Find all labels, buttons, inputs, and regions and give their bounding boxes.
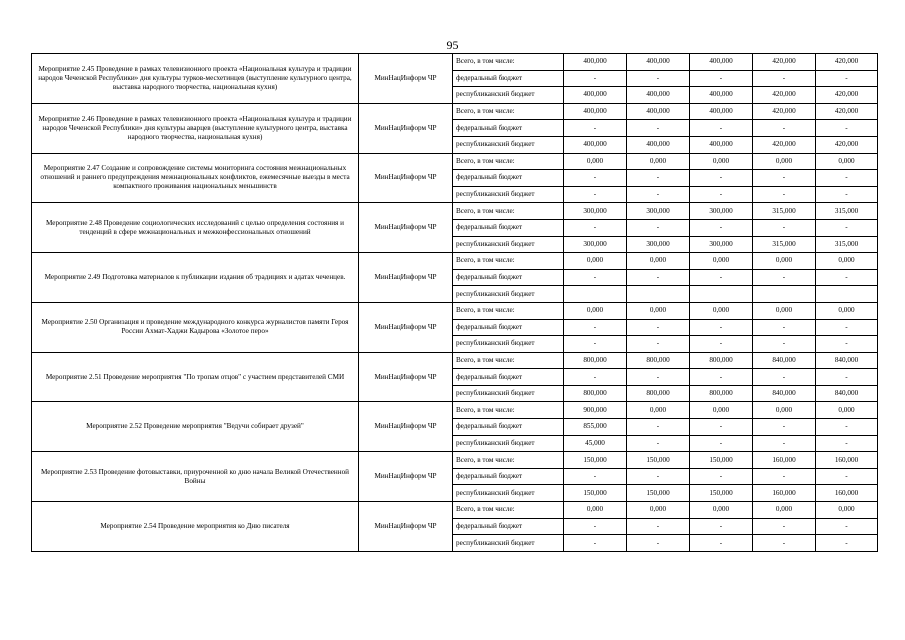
amount-cell: - xyxy=(690,435,753,452)
executor: МинНацИнформ ЧР xyxy=(359,253,453,303)
funding-source: республиканский бюджет xyxy=(453,186,564,203)
amount-cell: 840,000 xyxy=(753,385,816,402)
amount-cell: 420,000 xyxy=(816,87,878,104)
amount-cell xyxy=(816,286,878,303)
amount-cell: 840,000 xyxy=(753,352,816,369)
amount-cell: - xyxy=(753,269,816,286)
amount-cell: - xyxy=(816,170,878,187)
amount-cell: - xyxy=(816,70,878,87)
amount-cell: - xyxy=(564,219,627,236)
amount-cell: - xyxy=(816,219,878,236)
amount-cell: 0,000 xyxy=(690,153,753,170)
amount-cell: 800,000 xyxy=(627,352,690,369)
amount-cell: 150,000 xyxy=(627,452,690,469)
amount-cell: 0,000 xyxy=(816,153,878,170)
amount-cell: 800,000 xyxy=(564,352,627,369)
funding-source: Всего, в том числе: xyxy=(453,452,564,469)
amount-cell: 0,000 xyxy=(753,502,816,519)
amount-cell: 150,000 xyxy=(690,485,753,502)
amount-cell: 150,000 xyxy=(690,452,753,469)
amount-cell: 0,000 xyxy=(690,502,753,519)
amount-cell: 0,000 xyxy=(627,502,690,519)
amount-cell: 0,000 xyxy=(627,253,690,270)
table-row xyxy=(32,253,878,270)
amount-cell: - xyxy=(564,319,627,336)
amount-cell: 300,000 xyxy=(627,203,690,220)
amount-cell: - xyxy=(690,468,753,485)
amount-cell: 0,000 xyxy=(564,253,627,270)
amount-cell: - xyxy=(627,369,690,386)
amount-cell: 900,000 xyxy=(564,402,627,419)
amount-cell: - xyxy=(753,336,816,353)
amount-cell: - xyxy=(627,468,690,485)
amount-cell: 45,000 xyxy=(564,435,627,452)
executor: МинНацИнформ ЧР xyxy=(359,203,453,253)
executor: МинНацИнформ ЧР xyxy=(359,153,453,203)
amount-cell: 0,000 xyxy=(564,153,627,170)
amount-cell: - xyxy=(627,170,690,187)
amount-cell: - xyxy=(564,269,627,286)
amount-cell: - xyxy=(690,120,753,137)
activity-name: Мероприятие 2.47 Создание и сопровождение системы мониторинга состояния межнациональных отношений и раннего предупреждения межнациональных конфликтов, ежемесячные выезды в места компактного проживания национальных меньшинств xyxy=(32,153,359,203)
amount-cell: 300,000 xyxy=(690,236,753,253)
funding-source: федеральный бюджет xyxy=(453,468,564,485)
funding-source: федеральный бюджет xyxy=(453,369,564,386)
amount-cell: - xyxy=(564,468,627,485)
amount-cell: - xyxy=(816,369,878,386)
amount-cell: 840,000 xyxy=(816,385,878,402)
amount-cell: - xyxy=(816,186,878,203)
amount-cell: - xyxy=(627,319,690,336)
amount-cell: - xyxy=(690,369,753,386)
amount-cell: - xyxy=(816,269,878,286)
table-body xyxy=(32,54,878,552)
activity-name: Мероприятие 2.53 Проведение фотовыставки, приуроченной ко дню начала Великой Отечественной Войны xyxy=(32,452,359,502)
amount-cell: 855,000 xyxy=(564,419,627,436)
amount-cell: - xyxy=(627,518,690,535)
amount-cell: - xyxy=(753,319,816,336)
funding-source: федеральный бюджет xyxy=(453,419,564,436)
amount-cell: - xyxy=(690,170,753,187)
funding-source: федеральный бюджет xyxy=(453,319,564,336)
amount-cell: - xyxy=(690,186,753,203)
table-row xyxy=(32,452,878,469)
amount-cell: 0,000 xyxy=(627,302,690,319)
funding-source: республиканский бюджет xyxy=(453,87,564,104)
funding-source: федеральный бюджет xyxy=(453,70,564,87)
amount-cell: 0,000 xyxy=(690,302,753,319)
amount-cell: - xyxy=(753,70,816,87)
amount-cell: 400,000 xyxy=(627,54,690,71)
amount-cell: 400,000 xyxy=(564,54,627,71)
funding-source: Всего, в том числе: xyxy=(453,203,564,220)
amount-cell: - xyxy=(753,120,816,137)
amount-cell: - xyxy=(564,369,627,386)
amount-cell: - xyxy=(690,70,753,87)
amount-cell: - xyxy=(753,468,816,485)
funding-source: федеральный бюджет xyxy=(453,518,564,535)
table-row xyxy=(32,103,878,120)
amount-cell: 300,000 xyxy=(564,236,627,253)
amount-cell: - xyxy=(816,120,878,137)
executor: МинНацИнформ ЧР xyxy=(359,502,453,552)
amount-cell: 0,000 xyxy=(753,402,816,419)
amount-cell: 420,000 xyxy=(753,136,816,153)
amount-cell: - xyxy=(753,435,816,452)
amount-cell: 0,000 xyxy=(690,402,753,419)
amount-cell: - xyxy=(816,419,878,436)
funding-source: Всего, в том числе: xyxy=(453,103,564,120)
activity-name: Мероприятие 2.45 Проведение в рамках телевизионного проекта «Национальная культура и традиции народов Чеченской Республики» дня культуры турков-месхетинцев (выступление культурного центра, выставка народного творчества, национальная кухня) xyxy=(32,54,359,104)
amount-cell: - xyxy=(690,219,753,236)
amount-cell: 315,000 xyxy=(816,236,878,253)
amount-cell: 400,000 xyxy=(627,87,690,104)
activity-name: Мероприятие 2.51 Проведение мероприятия "По тропам отцов" с участием представителей СМИ xyxy=(32,352,359,402)
activity-name: Мероприятие 2.49 Подготовка материалов к публикации издания об традициях и адатах чеченцев. xyxy=(32,253,359,303)
amount-cell: 0,000 xyxy=(564,302,627,319)
amount-cell: - xyxy=(690,518,753,535)
amount-cell: - xyxy=(564,70,627,87)
amount-cell: - xyxy=(627,269,690,286)
amount-cell: 800,000 xyxy=(690,385,753,402)
amount-cell: 0,000 xyxy=(816,253,878,270)
funding-source: федеральный бюджет xyxy=(453,120,564,137)
amount-cell: - xyxy=(564,186,627,203)
amount-cell: 160,000 xyxy=(816,485,878,502)
activity-name: Мероприятие 2.48 Проведение социологических исследований с целью определения состояния и тенденций в сфере межнациональных и межконфессиональных отношений xyxy=(32,203,359,253)
amount-cell: - xyxy=(564,336,627,353)
table-row xyxy=(32,302,878,319)
amount-cell: - xyxy=(627,336,690,353)
amount-cell: - xyxy=(753,186,816,203)
amount-cell: 300,000 xyxy=(627,236,690,253)
funding-source: Всего, в том числе: xyxy=(453,402,564,419)
executor: МинНацИнформ ЧР xyxy=(359,302,453,352)
amount-cell: 400,000 xyxy=(690,136,753,153)
activity-name: Мероприятие 2.50 Организация и проведение международного конкурса журналистов памяти Героя России Ахмат-Хаджи Кадырова «Золотое перо» xyxy=(32,302,359,352)
amount-cell: - xyxy=(816,319,878,336)
funding-source: Всего, в том числе: xyxy=(453,54,564,71)
amount-cell: 420,000 xyxy=(816,136,878,153)
amount-cell: - xyxy=(564,518,627,535)
amount-cell: 420,000 xyxy=(753,54,816,71)
amount-cell: 420,000 xyxy=(816,54,878,71)
table-row xyxy=(32,502,878,519)
activity-name: Мероприятие 2.46 Проведение в рамках телевизионного проекта «Национальная культура и традиции народов Чеченской Республики» дня культуры аварцев (выступление культурного центра, выставка народного творчества, национальная кухня) xyxy=(32,103,359,153)
table-row xyxy=(32,153,878,170)
amount-cell: - xyxy=(690,319,753,336)
amount-cell: 800,000 xyxy=(690,352,753,369)
amount-cell: 0,000 xyxy=(690,253,753,270)
amount-cell: - xyxy=(564,170,627,187)
funding-source: республиканский бюджет xyxy=(453,435,564,452)
funding-table xyxy=(31,53,878,552)
funding-source: Всего, в том числе: xyxy=(453,153,564,170)
amount-cell: 0,000 xyxy=(753,302,816,319)
amount-cell: 300,000 xyxy=(564,203,627,220)
amount-cell: - xyxy=(753,369,816,386)
amount-cell: 150,000 xyxy=(564,452,627,469)
funding-source: республиканский бюджет xyxy=(453,136,564,153)
funding-source: республиканский бюджет xyxy=(453,236,564,253)
amount-cell: - xyxy=(690,535,753,552)
amount-cell: - xyxy=(627,219,690,236)
amount-cell: 315,000 xyxy=(753,236,816,253)
amount-cell: 0,000 xyxy=(816,302,878,319)
amount-cell: - xyxy=(753,170,816,187)
executor: МинНацИнформ ЧР xyxy=(359,402,453,452)
amount-cell: 400,000 xyxy=(627,103,690,120)
amount-cell: - xyxy=(753,219,816,236)
amount-cell: 0,000 xyxy=(627,153,690,170)
amount-cell: 400,000 xyxy=(690,103,753,120)
amount-cell: - xyxy=(627,186,690,203)
funding-source: республиканский бюджет xyxy=(453,535,564,552)
amount-cell: - xyxy=(753,518,816,535)
amount-cell: 400,000 xyxy=(564,136,627,153)
funding-source: республиканский бюджет xyxy=(453,336,564,353)
table-row xyxy=(32,203,878,220)
activity-name: Мероприятие 2.52 Проведение мероприятия "Ведучи собирает друзей" xyxy=(32,402,359,452)
amount-cell: 0,000 xyxy=(564,502,627,519)
amount-cell: - xyxy=(816,535,878,552)
amount-cell: - xyxy=(627,120,690,137)
funding-source: федеральный бюджет xyxy=(453,219,564,236)
amount-cell: 420,000 xyxy=(816,103,878,120)
amount-cell: - xyxy=(564,535,627,552)
amount-cell: - xyxy=(627,535,690,552)
amount-cell: 160,000 xyxy=(816,452,878,469)
amount-cell: - xyxy=(816,468,878,485)
amount-cell: 0,000 xyxy=(627,402,690,419)
amount-cell: 315,000 xyxy=(816,203,878,220)
funding-source: республиканский бюджет xyxy=(453,385,564,402)
amount-cell: - xyxy=(816,518,878,535)
amount-cell: 160,000 xyxy=(753,452,816,469)
amount-cell: - xyxy=(564,120,627,137)
amount-cell: 150,000 xyxy=(627,485,690,502)
activity-name: Мероприятие 2.54 Проведение мероприятия ко Дню писателя xyxy=(32,502,359,552)
table-row xyxy=(32,352,878,369)
amount-cell: 840,000 xyxy=(816,352,878,369)
funding-source: Всего, в том числе: xyxy=(453,302,564,319)
amount-cell: - xyxy=(816,435,878,452)
amount-cell: 400,000 xyxy=(690,87,753,104)
funding-source: республиканский бюджет xyxy=(453,485,564,502)
amount-cell: - xyxy=(627,435,690,452)
amount-cell: - xyxy=(690,419,753,436)
amount-cell: 400,000 xyxy=(690,54,753,71)
amount-cell: - xyxy=(627,70,690,87)
amount-cell: 0,000 xyxy=(753,153,816,170)
amount-cell: - xyxy=(753,419,816,436)
amount-cell: 315,000 xyxy=(753,203,816,220)
page-number: 95 xyxy=(446,38,459,52)
amount-cell: 0,000 xyxy=(816,402,878,419)
amount-cell: - xyxy=(753,535,816,552)
amount-cell: - xyxy=(690,336,753,353)
funding-source: Всего, в том числе: xyxy=(453,502,564,519)
executor: МинНацИнформ ЧР xyxy=(359,452,453,502)
funding-source: республиканский бюджет xyxy=(453,286,564,303)
amount-cell: 0,000 xyxy=(816,502,878,519)
funding-source: Всего, в том числе: xyxy=(453,352,564,369)
amount-cell: 300,000 xyxy=(690,203,753,220)
amount-cell: 150,000 xyxy=(564,485,627,502)
amount-cell: 160,000 xyxy=(753,485,816,502)
funding-source: федеральный бюджет xyxy=(453,269,564,286)
amount-cell xyxy=(627,286,690,303)
amount-cell: 400,000 xyxy=(564,103,627,120)
amount-cell: 420,000 xyxy=(753,103,816,120)
executor: МинНацИнформ ЧР xyxy=(359,103,453,153)
amount-cell xyxy=(753,286,816,303)
amount-cell: - xyxy=(627,419,690,436)
table-row xyxy=(32,402,878,419)
amount-cell: 400,000 xyxy=(627,136,690,153)
executor: МинНацИнформ ЧР xyxy=(359,352,453,402)
amount-cell: - xyxy=(816,336,878,353)
funding-source: федеральный бюджет xyxy=(453,170,564,187)
amount-cell: 800,000 xyxy=(627,385,690,402)
funding-source: Всего, в том числе: xyxy=(453,253,564,270)
amount-cell xyxy=(564,286,627,303)
amount-cell: 0,000 xyxy=(753,253,816,270)
table-row xyxy=(32,54,878,71)
executor: МинНацИнформ ЧР xyxy=(359,54,453,104)
amount-cell: - xyxy=(690,269,753,286)
amount-cell: 800,000 xyxy=(564,385,627,402)
amount-cell: 400,000 xyxy=(564,87,627,104)
amount-cell: 420,000 xyxy=(753,87,816,104)
amount-cell xyxy=(690,286,753,303)
